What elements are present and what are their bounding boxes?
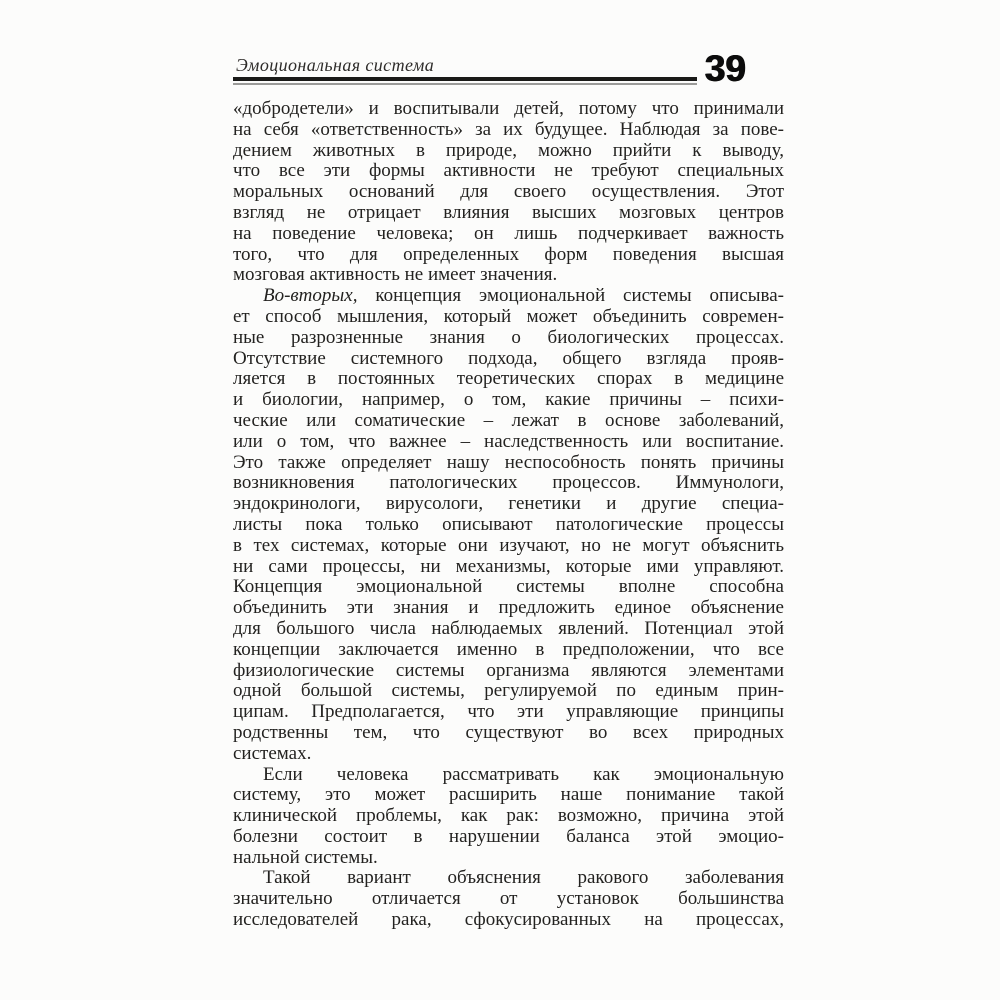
header-rule — [233, 77, 697, 85]
text-line: Отсутствие системного подхода, общего взгляда прояв- — [233, 347, 784, 369]
text-line: значительно отличается от установок большинства — [233, 888, 784, 910]
text-line: листы пока только описывают патологические процессы — [233, 513, 784, 535]
text-line: системах. — [233, 742, 312, 764]
text-line: ческие или соматические – лежат в основе заболеваний, — [233, 409, 784, 431]
text-line: объединить эти знания и предложить единое объяснение — [233, 597, 784, 619]
text-line: на поведение человека; он лишь подчеркивает важность — [233, 222, 784, 244]
text-line: эндокринологи, вирусологи, генетики и другие специа- — [233, 493, 784, 515]
text-line: исследователей рака, сфокусированных на процессах, — [233, 909, 784, 931]
text-line: одной большой системы, регулируемой по единым прин- — [233, 680, 784, 702]
text-line: или о том, что важнее – наследственность или воспитание. — [233, 430, 784, 452]
text-line: в тех системах, которые они изучают, но не могут объяснить — [233, 534, 784, 556]
text-line: на себя «ответственность» за их будущее. Наблюдая за пове- — [233, 118, 784, 140]
text-line: мозговая активность не имеет значения. — [233, 264, 558, 286]
page-number: 39 — [704, 48, 746, 89]
text-line: моральных оснований для своего осуществления. Этот — [233, 181, 784, 203]
text-line: ципам. Предполагается, что эти управляющие принципы — [233, 701, 784, 723]
italic-lead: Во-вторых, — [263, 285, 358, 307]
text-line: болезни состоит в нарушении баланса этой эмоцио- — [233, 825, 784, 847]
header-rule-bottom — [233, 83, 697, 85]
text-line: что все эти формы активности не требуют специальных — [233, 160, 784, 182]
text-line: родственны тем, что существуют во всех природных — [233, 721, 784, 743]
text-line: ные разрозненные знания о биологических процессах. — [233, 326, 784, 348]
text-line: Во-вторых, концепция эмоциональной системы описыва- — [263, 285, 784, 307]
text-line: Это также определяет нашу неспособность понять причины — [233, 451, 784, 473]
text-line: концепции заключается именно в предположении, что все — [233, 638, 784, 660]
text-line: Концепция эмоциональной системы вполне способна — [233, 576, 784, 598]
text-line: ни сами процессы, ни механизмы, которые ими управляют. — [233, 555, 784, 577]
text-line: систему, это может расширить наше понимание такой — [233, 784, 784, 806]
text-line: «добродетели» и воспитывали детей, потому что принимали — [233, 98, 784, 119]
text-line: Такой вариант объяснения ракового заболевания — [263, 867, 784, 889]
header-rule-top — [233, 77, 697, 81]
text-line: того, что для определенных форм поведения высшая — [233, 243, 784, 265]
running-title: Эмоциональная система — [236, 55, 435, 75]
text-line: для большого числа наблюдаемых явлений. Потенциал этой — [233, 617, 784, 639]
text-line: ляется в постоянных теоретических спорах в медицине — [233, 368, 784, 390]
text-line: Если человека рассматривать как эмоциональную — [263, 763, 784, 785]
body-text — [233, 99, 784, 931]
text-line: физиологические системы организма являются элементами — [233, 659, 784, 681]
text-line: возникновения патологических процессов. Иммунологи, — [233, 472, 784, 494]
text-line: ет способ мышления, который может объединить современ- — [233, 305, 784, 327]
text-line: нальной системы. — [233, 846, 378, 868]
text-line: клинической проблемы, как рак: возможно, причина этой — [233, 805, 784, 827]
text-line: дением животных в природе, можно прийти к выводу, — [233, 139, 784, 161]
text-line: взгляд не отрицает влияния высших мозговых центров — [233, 201, 784, 223]
text-line: и биологии, например, о том, какие причины – психи- — [233, 389, 784, 411]
